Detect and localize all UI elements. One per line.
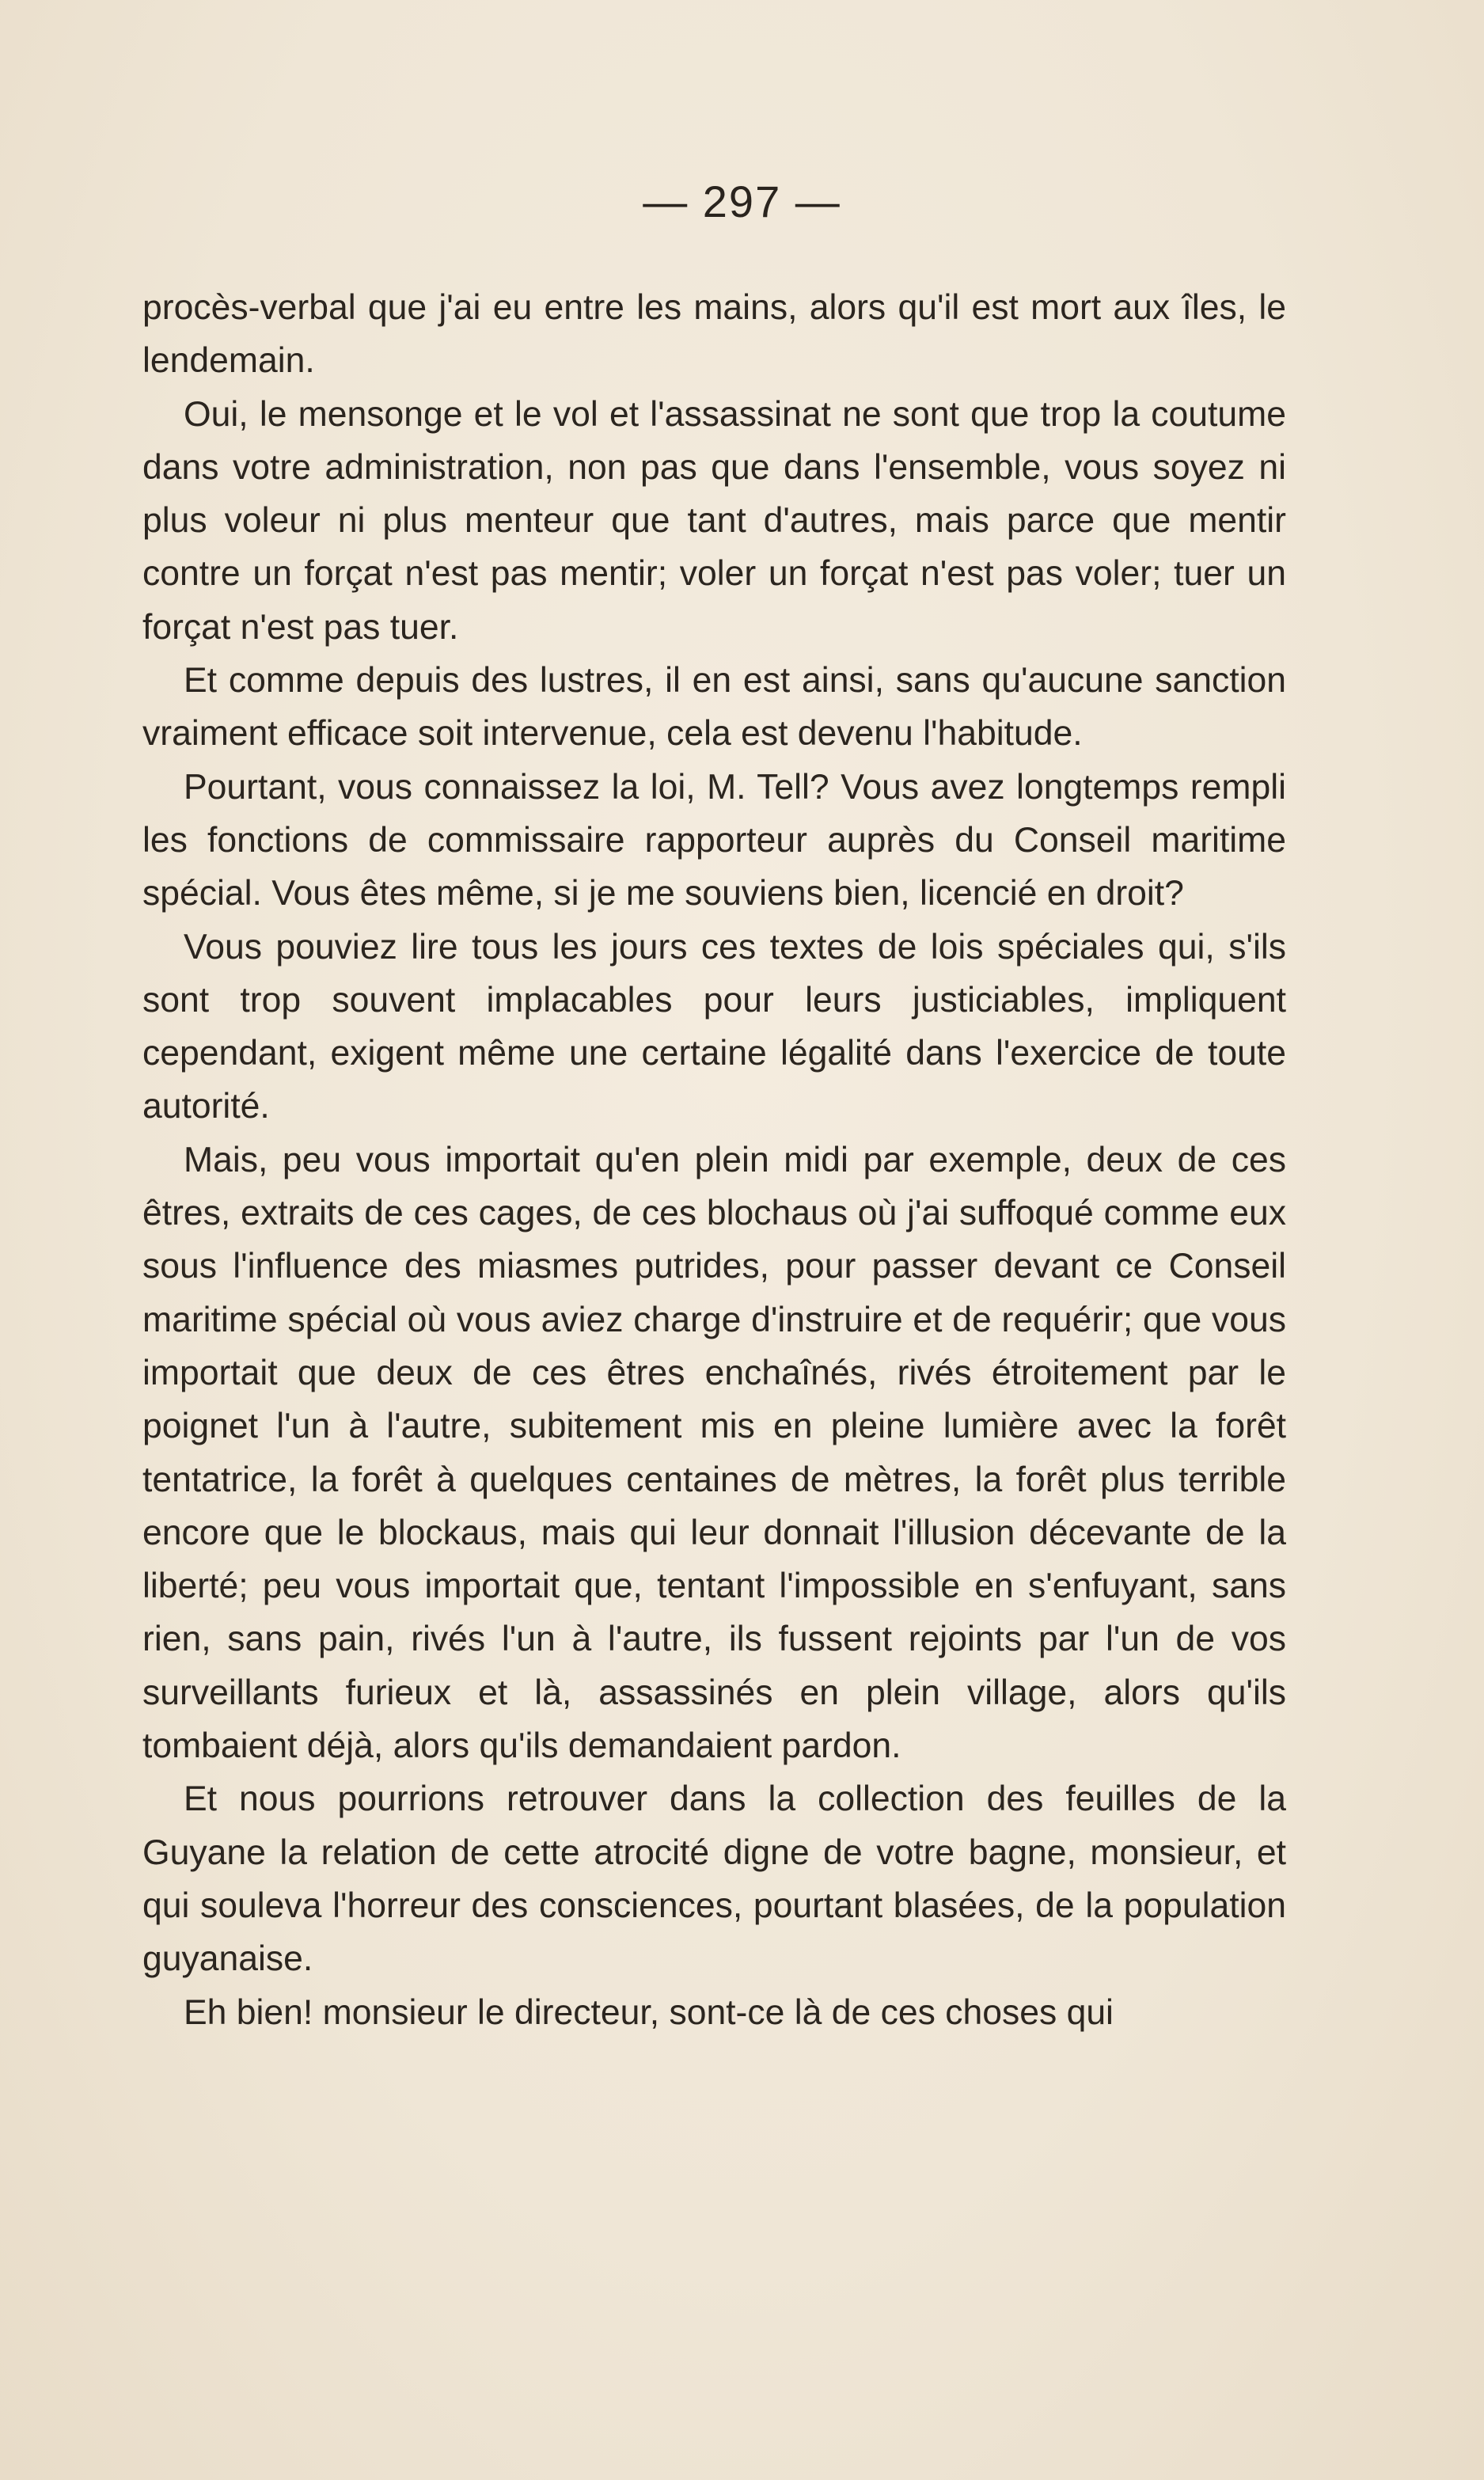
- paragraph-4: Pourtant, vous connaissez la loi, M. Tell? Vous avez longtemps rempli les fonctions de commissaire rapporteur auprès du Conseil maritime spécial. Vous êtes même, si je me souviens bien, licencié en droit?: [142, 767, 1286, 913]
- paragraph-8: Eh bien! monsieur le directeur, sont-ce là de ces choses qui: [184, 1992, 1114, 2032]
- paragraph-3: Et comme depuis des lustres, il en est ainsi, sans qu'aucune sanction vraiment efficace soit intervenue, cela est devenu l'habitude.: [142, 661, 1286, 754]
- paragraph-5: Vous pouviez lire tous les jours ces textes de lois spéciales qui, s'ils sont trop souvent implacables pour leurs justiciables, impliquent cependant, exigent même une certaine légalité dans l'exercice de toute autorité.: [142, 927, 1286, 1126]
- paragraph-2: Oui, le mensonge et le vol et l'assassinat ne sont que trop la coutume dans votre administration, non pas que dans l'ensemble, vous soyez ni plus voleur ni plus menteur que tant d'autres, mais parce que mentir contre un forçat n'est pas mentir; voler un forçat n'est pas voler; tuer un forçat n'est pas tuer.: [142, 394, 1286, 647]
- paragraph-6: Mais, peu vous importait qu'en plein midi par exemple, deux de ces êtres, extraits de ces cages, de ces blochaus où j'ai suffoqué comme eux sous l'influence des miasmes putrides, pour passer devant ce Conseil maritime spécial où vous aviez charge d'instruire et de requérir; que vous importait que deux de ces êtres enchaînés, rivés étroitement par le poignet l'un à l'autre, subitement mis en pleine lumière avec la forêt tentatrice, la forêt à quelques centaines de mètres, la forêt plus terrible encore que le blockaus, mais qui leur donnait l'illusion décevante de la liberté; peu vous importait que, tentant l'impossible en s'enfuyant, sans rien, sans pain, rivés l'un à l'autre, ils fussent rejoints par l'un de vos surveillants furieux et là, assassinés en plein village, alors qu'ils tombaient déjà, alors qu'ils demandaient pardon.: [142, 1140, 1286, 1766]
- body-text: [142, 281, 1286, 2039]
- page-number: — 297 —: [643, 177, 841, 226]
- paragraph-7: Et nous pourrions retrouver dans la collection des feuilles de la Guyane la relation de cette atrocité digne de votre bagne, monsieur, et qui souleva l'horreur des consciences, pourtant blasées, de la population guyanaise.: [142, 1779, 1286, 1979]
- paragraph-1: procès-verbal que j'ai eu entre les mains, alors qu'il est mort aux îles, le lendemain.: [142, 288, 1286, 381]
